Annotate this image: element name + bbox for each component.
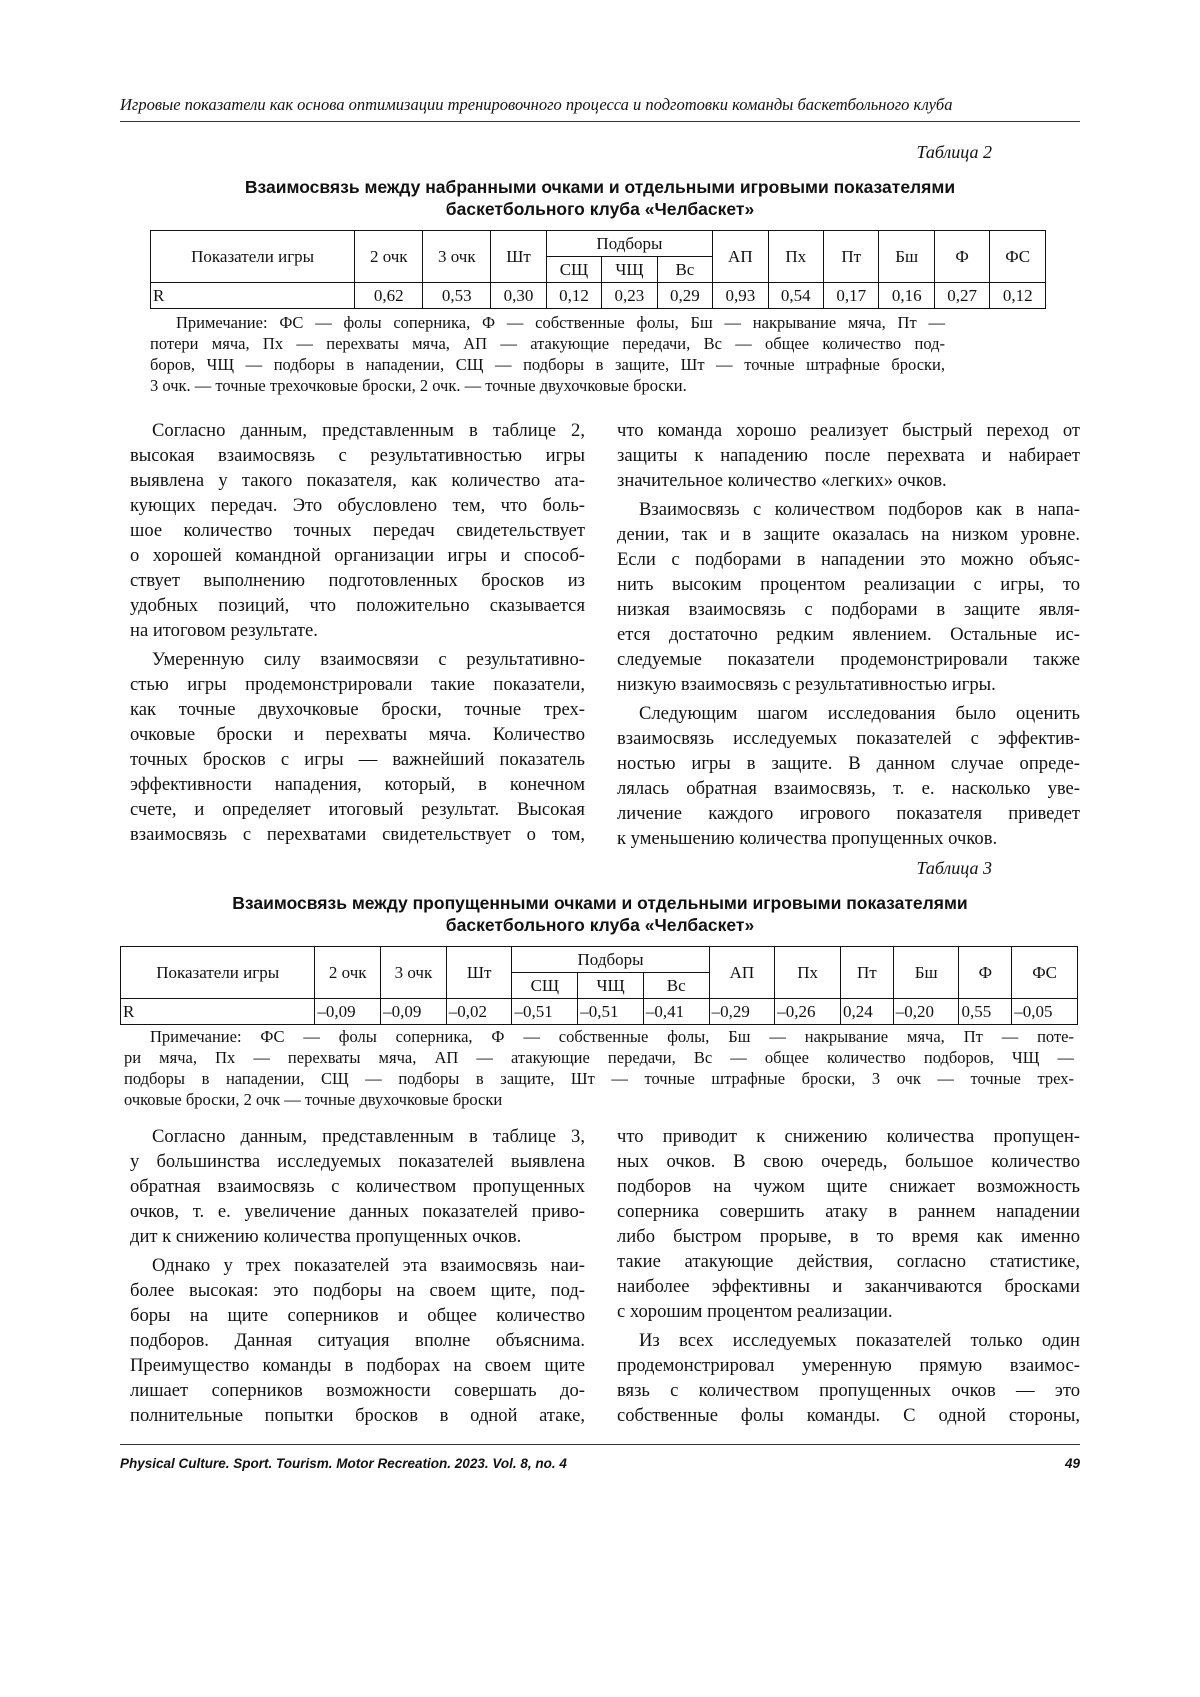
column-header: Шт xyxy=(491,231,546,283)
table3-title: Взаимосвязь между пропущенными очками и отдельными игровыми показателями баскетбольного клуба «Челбаскет» xyxy=(120,892,1080,936)
column-header: АП xyxy=(713,231,768,283)
note-line: боров, ЧЩ — подборы в нападении, СЩ — подборы в защите, Шт — точные штрафные броски, xyxy=(150,354,945,375)
value-cell: –0,51 xyxy=(512,999,578,1025)
note-line: Примечание: ФС — фолы соперника, Ф — собственные фолы, Бш — накрывание мяча, Пт — xyxy=(150,312,945,333)
row-label: R xyxy=(121,999,315,1025)
text-line: боры на щите соперников и общее количество xyxy=(130,1303,585,1328)
text-line: Однако у трех показателей эта взаимосвязь наи- xyxy=(130,1253,585,1278)
value-cell: 0,16 xyxy=(879,283,934,309)
text-line: как точные двухочковые броски, точные трех- xyxy=(130,697,585,722)
column-header: Шт xyxy=(446,947,512,999)
header-rule xyxy=(120,121,1080,122)
paragraph xyxy=(130,647,585,847)
row-header-cell: Показатели игры xyxy=(151,231,355,283)
column-header: 3 очк xyxy=(381,947,447,999)
text-line: более высокая: это подборы на своем щите, под- xyxy=(130,1278,585,1303)
column-header: Ф xyxy=(934,231,989,283)
upper-right-column xyxy=(617,418,1080,855)
text-line: значительное количество «легких» очков. xyxy=(617,468,1080,493)
text-line: шое количество точных передач свидетельствует xyxy=(130,518,585,543)
table3 xyxy=(120,946,1078,1025)
text-line: о хорошей командной организации игры и способ- xyxy=(130,543,585,568)
value-cell: 0,93 xyxy=(713,283,768,309)
text-line: взаимосвязь с перехватами свидетельствует о том, xyxy=(130,822,585,847)
column-header: ЧЩ xyxy=(602,257,657,283)
group-header-podbory: Подборы xyxy=(546,231,712,257)
text-line: стью игры продемонстрировали такие показатели, xyxy=(130,672,585,697)
text-line: такие атакующие действия, согласно статистике, xyxy=(617,1249,1080,1274)
column-header: Пх xyxy=(768,231,823,283)
text-line: лялась обратная взаимосвязь, т. е. насколько уве- xyxy=(617,776,1080,801)
text-line: у большинства исследуемых показателей выявлена xyxy=(130,1149,585,1174)
text-line: полнительные попытки бросков в одной атаке, xyxy=(130,1403,585,1428)
footer-rule xyxy=(120,1444,1080,1445)
text-line: продемонстрировал умеренную прямую взаимос- xyxy=(617,1353,1080,1378)
value-cell: –0,09 xyxy=(381,999,447,1025)
text-line: ных очков. В свою очередь, большое количество xyxy=(617,1149,1080,1174)
text-line: Умеренную силу взаимосвязи с результативно- xyxy=(130,647,585,672)
column-header: ЧЩ xyxy=(578,973,644,999)
text-line: Взаимосвязь с количеством подборов как в напа- xyxy=(617,497,1080,522)
text-line: Следующим шагом исследования было оценить xyxy=(617,701,1080,726)
value-cell: –0,05 xyxy=(1012,999,1078,1025)
column-header: 2 очк xyxy=(355,231,423,283)
paragraph xyxy=(617,701,1080,851)
value-cell: 0,12 xyxy=(546,283,601,309)
text-line: лишает соперников возможности совершать до- xyxy=(130,1378,585,1403)
text-line: низкую взаимосвязь с результативностью игры. xyxy=(617,672,1080,697)
table3-grid xyxy=(120,946,1078,1025)
paragraph xyxy=(130,1253,585,1428)
paragraph xyxy=(617,1124,1080,1324)
text-line: либо быстром прорыве, в то время как именно xyxy=(617,1224,1080,1249)
document-page xyxy=(0,0,1200,1697)
value-cell: –0,29 xyxy=(709,999,775,1025)
text-line: эффективности нападения, который, в конечном xyxy=(130,772,585,797)
data-row xyxy=(151,283,1046,309)
text-line: следуемые показатели продемонстрировали также xyxy=(617,647,1080,672)
text-line: соперника совершить атаку в раннем нападении xyxy=(617,1199,1080,1224)
text-line: ствует выполнению подготовленных бросков из xyxy=(130,568,585,593)
text-line: низкая взаимосвязь с подборами в защите явля- xyxy=(617,597,1080,622)
note-line: Примечание: ФС — фолы соперника, Ф — собственные фолы, Бш — накрывание мяча, Пт — поте- xyxy=(124,1026,1074,1047)
header-row xyxy=(121,947,1078,973)
header-row xyxy=(151,231,1046,257)
text-line: Согласно данным, представленным в таблице 2, xyxy=(130,418,585,443)
text-line: что команда хорошо реализует быстрый переход от xyxy=(617,418,1080,443)
upper-left-column xyxy=(130,418,585,851)
value-cell: –0,41 xyxy=(643,999,709,1025)
column-header: 3 очк xyxy=(423,231,491,283)
text-line: что приводит к снижению количества пропущен- xyxy=(617,1124,1080,1149)
text-line: подборов. Данная ситуация вполне объяснима. xyxy=(130,1328,585,1353)
column-header: Бш xyxy=(879,231,934,283)
column-header: ФС xyxy=(990,231,1046,283)
table2 xyxy=(150,230,1046,309)
text-line: Из всех исследуемых показателей только один xyxy=(617,1328,1080,1353)
column-header: ФС xyxy=(1012,947,1078,999)
text-line: на итоговом результате. xyxy=(130,618,585,643)
column-header: Вс xyxy=(643,973,709,999)
text-line: защиты к нападению после перехвата и набирает xyxy=(617,443,1080,468)
text-line: дении, так и в защите оказалась на низком уровне. xyxy=(617,522,1080,547)
text-line: очковые броски и перехваты мяча. Количество xyxy=(130,722,585,747)
text-line: обратная взаимосвязь с количеством пропущенных xyxy=(130,1174,585,1199)
text-line: точных бросков с игры — важнейший показатель xyxy=(130,747,585,772)
table3-note xyxy=(124,1026,1074,1110)
paragraph xyxy=(617,1328,1080,1428)
value-cell: –0,02 xyxy=(446,999,512,1025)
text-line: кующих передач. Это обусловлено тем, что боль- xyxy=(130,493,585,518)
data-row xyxy=(121,999,1078,1025)
table2-title: Взаимосвязь между набранными очками и отдельными игровыми показателями баскетбольного клуба «Челбаскет» xyxy=(120,176,1080,220)
table3-label: Таблица 3 xyxy=(700,858,992,879)
journal-citation: Physical Culture. Sport. Tourism. Motor Recreation. 2023. Vol. 8, no. 4 xyxy=(120,1456,567,1471)
text-line: подборов на чужом щите снижает возможность xyxy=(617,1174,1080,1199)
column-header: СЩ xyxy=(546,257,601,283)
value-cell: 0,23 xyxy=(602,283,657,309)
row-header-cell: Показатели игры xyxy=(121,947,315,999)
text-line: высокая взаимосвязь с результативностью игры xyxy=(130,443,585,468)
value-cell: –0,51 xyxy=(578,999,644,1025)
note-line: 3 очк. — точные трехочковые броски, 2 очк. — точные двухочковые броски. xyxy=(150,375,945,396)
column-header: АП xyxy=(709,947,775,999)
value-cell: 0,17 xyxy=(824,283,879,309)
text-line: выявлена у такого показателя, как количество ата- xyxy=(130,468,585,493)
text-line: счете, и определяет итоговый результат. Высокая xyxy=(130,797,585,822)
value-cell: 0,54 xyxy=(768,283,823,309)
table2-note xyxy=(150,312,945,396)
column-header: Ф xyxy=(959,947,1012,999)
text-line: Преимущество команды в подборах на своем щите xyxy=(130,1353,585,1378)
value-cell: –0,20 xyxy=(893,999,959,1025)
text-line: удобных позиций, что положительно сказывается xyxy=(130,593,585,618)
value-cell: 0,62 xyxy=(355,283,423,309)
lower-right-column xyxy=(617,1124,1080,1432)
text-line: ностью игры в защите. В данном случае опреде- xyxy=(617,751,1080,776)
column-header: Пт xyxy=(824,231,879,283)
column-header: Вс xyxy=(657,257,712,283)
column-header: 2 очк xyxy=(315,947,381,999)
text-line: вязь с количеством пропущенных очков — это xyxy=(617,1378,1080,1403)
text-line: к уменьшению количества пропущенных очков. xyxy=(617,826,1080,851)
paragraph xyxy=(130,1124,585,1249)
text-line: взаимосвязь исследуемых показателей с эффектив- xyxy=(617,726,1080,751)
value-cell: 0,53 xyxy=(423,283,491,309)
text-line: дит к снижению количества пропущенных очков. xyxy=(130,1224,585,1249)
note-line: очковые броски, 2 очк — точные двухочковые броски xyxy=(124,1089,1074,1110)
group-header-podbory: Подборы xyxy=(512,947,709,973)
text-line: Согласно данным, представленным в таблице 3, xyxy=(130,1124,585,1149)
value-cell: 0,29 xyxy=(657,283,712,309)
value-cell: 0,12 xyxy=(990,283,1046,309)
text-line: личение каждого игрового показателя приведет xyxy=(617,801,1080,826)
text-line: с хорошим процентом реализации. xyxy=(617,1299,1080,1324)
page-number: 49 xyxy=(1000,1456,1080,1471)
table2-grid xyxy=(150,230,1046,309)
column-header: Пт xyxy=(841,947,894,999)
text-line: наиболее эффективны и заканчиваются бросками xyxy=(617,1274,1080,1299)
running-head: Игровые показатели как основа оптимизации тренировочного процесса и подготовки команды баскетбольного клуба xyxy=(120,95,1080,115)
text-line: очков, т. е. увеличение данных показателей приво- xyxy=(130,1199,585,1224)
note-line: подборы в нападении, СЩ — подборы в защите, Шт — точные штрафные броски, 3 очк — точные трех- xyxy=(124,1068,1074,1089)
text-line: собственные фолы команды. С одной стороны, xyxy=(617,1403,1080,1428)
text-line: ется достаточно редким явлением. Остальные ис- xyxy=(617,622,1080,647)
column-header: Пх xyxy=(775,947,841,999)
value-cell: 0,55 xyxy=(959,999,1012,1025)
value-cell: 0,30 xyxy=(491,283,546,309)
paragraph xyxy=(617,497,1080,697)
column-header: Бш xyxy=(893,947,959,999)
lower-left-column xyxy=(130,1124,585,1432)
note-line: потери мяча, Пх — перехваты мяча, АП — атакующие передачи, Вс — общее количество под- xyxy=(150,333,945,354)
value-cell: 0,24 xyxy=(841,999,894,1025)
value-cell: –0,26 xyxy=(775,999,841,1025)
paragraph xyxy=(617,418,1080,493)
text-line: нить высоким процентом реализации с игры, то xyxy=(617,572,1080,597)
paragraph xyxy=(130,418,585,643)
value-cell: 0,27 xyxy=(934,283,989,309)
note-line: ри мяча, Пх — перехваты мяча, АП — атакующие передачи, Вс — общее количество подборов, ЧЩ — xyxy=(124,1047,1074,1068)
table2-label: Таблица 2 xyxy=(700,142,992,163)
row-label: R xyxy=(151,283,355,309)
column-header: СЩ xyxy=(512,973,578,999)
value-cell: –0,09 xyxy=(315,999,381,1025)
text-line: Если с подборами в нападении это можно объяс- xyxy=(617,547,1080,572)
